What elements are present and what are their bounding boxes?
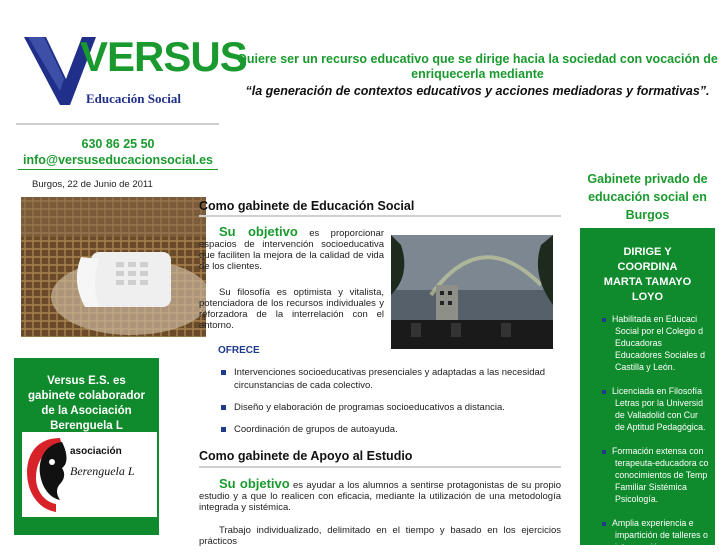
credential-1-line-1: Habilitada en Educaci [612,314,698,324]
credential-4-line-3: intervención [615,542,663,552]
building-photo-graphic [391,235,553,349]
credential-3-line-5: Psicología. [615,494,659,504]
section2-paragraph-1 [199,478,561,513]
credential-3-line-1: Formación extensa con [612,446,704,456]
right-title [580,170,715,224]
tagline-line-2: “la generación de contextos educativos y acciones mediadoras y formativas”. [245,84,710,98]
section1-p1-text: es proporcionar espacios de intervención socioeducativa que faciliten la mejora de la calidad de vida de los clientes. [199,228,384,272]
divider-left [16,123,219,125]
bullet-square-icon [221,427,226,432]
right-title-line-1: Gabinete privado de [587,172,708,186]
director-heading-line-2: COORDINA [617,261,678,273]
offer-item-2 [221,402,505,414]
right-title-line-3: Burgos [625,208,670,222]
tagline-text-b: enriquecerla mediante [411,67,544,81]
section2-p1-text: es ayudar a los alumnos a sentirse protagonistas de su propio estudio y a que lo realicen con eficacia, mediante la utilización de una metodología integrada y sistémica. [199,480,561,513]
credential-1-line-5: Castilla y León. [615,362,676,372]
bullet-square-icon [221,370,226,375]
telephone-photo [21,197,206,337]
credential-3-line-3: conocimientos de Temp [615,470,708,480]
versus-logo[interactable] [24,33,247,107]
telephone-photo-graphic [21,197,206,337]
section-heading-apoyo-estudio: Como gabinete de Apoyo al Estudio [199,449,413,463]
offer-item-1 [221,367,545,379]
bullet-square-icon [602,450,606,454]
tagline-line-1 [228,52,727,82]
director-heading [580,245,715,305]
director-heading-line-3: MARTA TAMAYO [603,276,692,288]
divider-contact [18,169,218,170]
offer-item-1-cont: circunstancias de cada colectivo. [234,380,373,391]
credential-2-line-3: de Valladolid con Cur [615,410,698,420]
bullet-square-icon [602,522,606,526]
credential-1-line-2: Social por el Colegio d [615,326,704,336]
logo-word: VERSUS [80,33,247,80]
credential-1-line-3: Educadoras [615,338,662,348]
director-credentials-list [602,313,715,553]
credential-item [602,445,715,505]
credential-3-line-2: terapeuta-educadora co [615,458,709,468]
association-line-3: de la Asociación [41,405,132,417]
credential-1-line-4: Educadores Sociales d [615,350,705,360]
director-heading-line-4: LOYO [631,291,664,303]
bullet-square-icon [602,390,606,394]
credential-item [602,313,715,373]
bullet-square-icon [602,318,606,322]
right-title-line-2: educación social en [588,190,707,204]
logo-subtitle: Educación Social [86,91,181,106]
association-text [14,374,159,434]
section1-lead: Su objetivo [219,224,298,239]
offer-item-1-text: Intervenciones socioeducativas presenciales y adaptadas a las necesidad [234,367,546,378]
credential-2-line-2: Letras por la Universid [615,398,704,408]
association-logo-script: Berenguela L [70,464,135,478]
association-line-1: Versus E.S. es [47,375,126,387]
offer-item-3 [221,424,398,436]
contact-phone[interactable]: 630 86 25 50 [81,137,155,151]
section-underline-1 [199,215,561,217]
section2-paragraph-2: Trabajo individualizado, delimitado en el tiempo y basado en los ejercicios prácticos [199,525,561,547]
building-rainbow-photo [391,235,553,349]
credential-item [602,517,715,553]
tagline-text-a: Quiere ser un recurso educativo que se dirige hacia la sociedad con vocación de [237,52,718,66]
section1-paragraph-1 [199,226,384,272]
credential-2-line-4: de Aptitud Pedagógica. [615,422,706,432]
offer-item-3-text: Coordinación de grupos de autoayuda. [234,424,398,435]
association-line-2: gabinete colaborador [28,390,145,402]
credential-4-line-2: impartición de talleres o [615,530,708,540]
credential-2-line-1: Licenciada en Filosofía [612,386,702,396]
association-logo[interactable] [22,432,157,517]
section-heading-educacion-social: Como gabinete de Educación Social [199,199,415,213]
credential-item [602,385,715,433]
section2-lead: Su objetivo [219,476,290,491]
ofrece-label: OFRECE [218,345,260,356]
credential-3-line-4: Familiar Sistémica [615,482,687,492]
section-underline-2 [199,466,561,468]
contact-email-link[interactable]: info@versuseducacionsocial.es [22,153,214,167]
association-logo-word: asociación [70,446,122,457]
date-text: Burgos, 22 de Junio de 2011 [32,179,153,190]
credential-4-line-1: Amplia experiencia e [612,518,694,528]
offer-item-2-text: Diseño y elaboración de programas socioeducativos a distancia. [234,402,505,413]
section1-paragraph-2: Su filosofía es optimista y vitalista, potenciadora de los recursos individuales y reforzadora de la interrelación con el entorno. [199,287,384,331]
bullet-square-icon [221,405,226,410]
director-heading-line-1: DIRIGE Y [623,246,672,258]
association-line-4: Berenguela L [50,420,123,432]
